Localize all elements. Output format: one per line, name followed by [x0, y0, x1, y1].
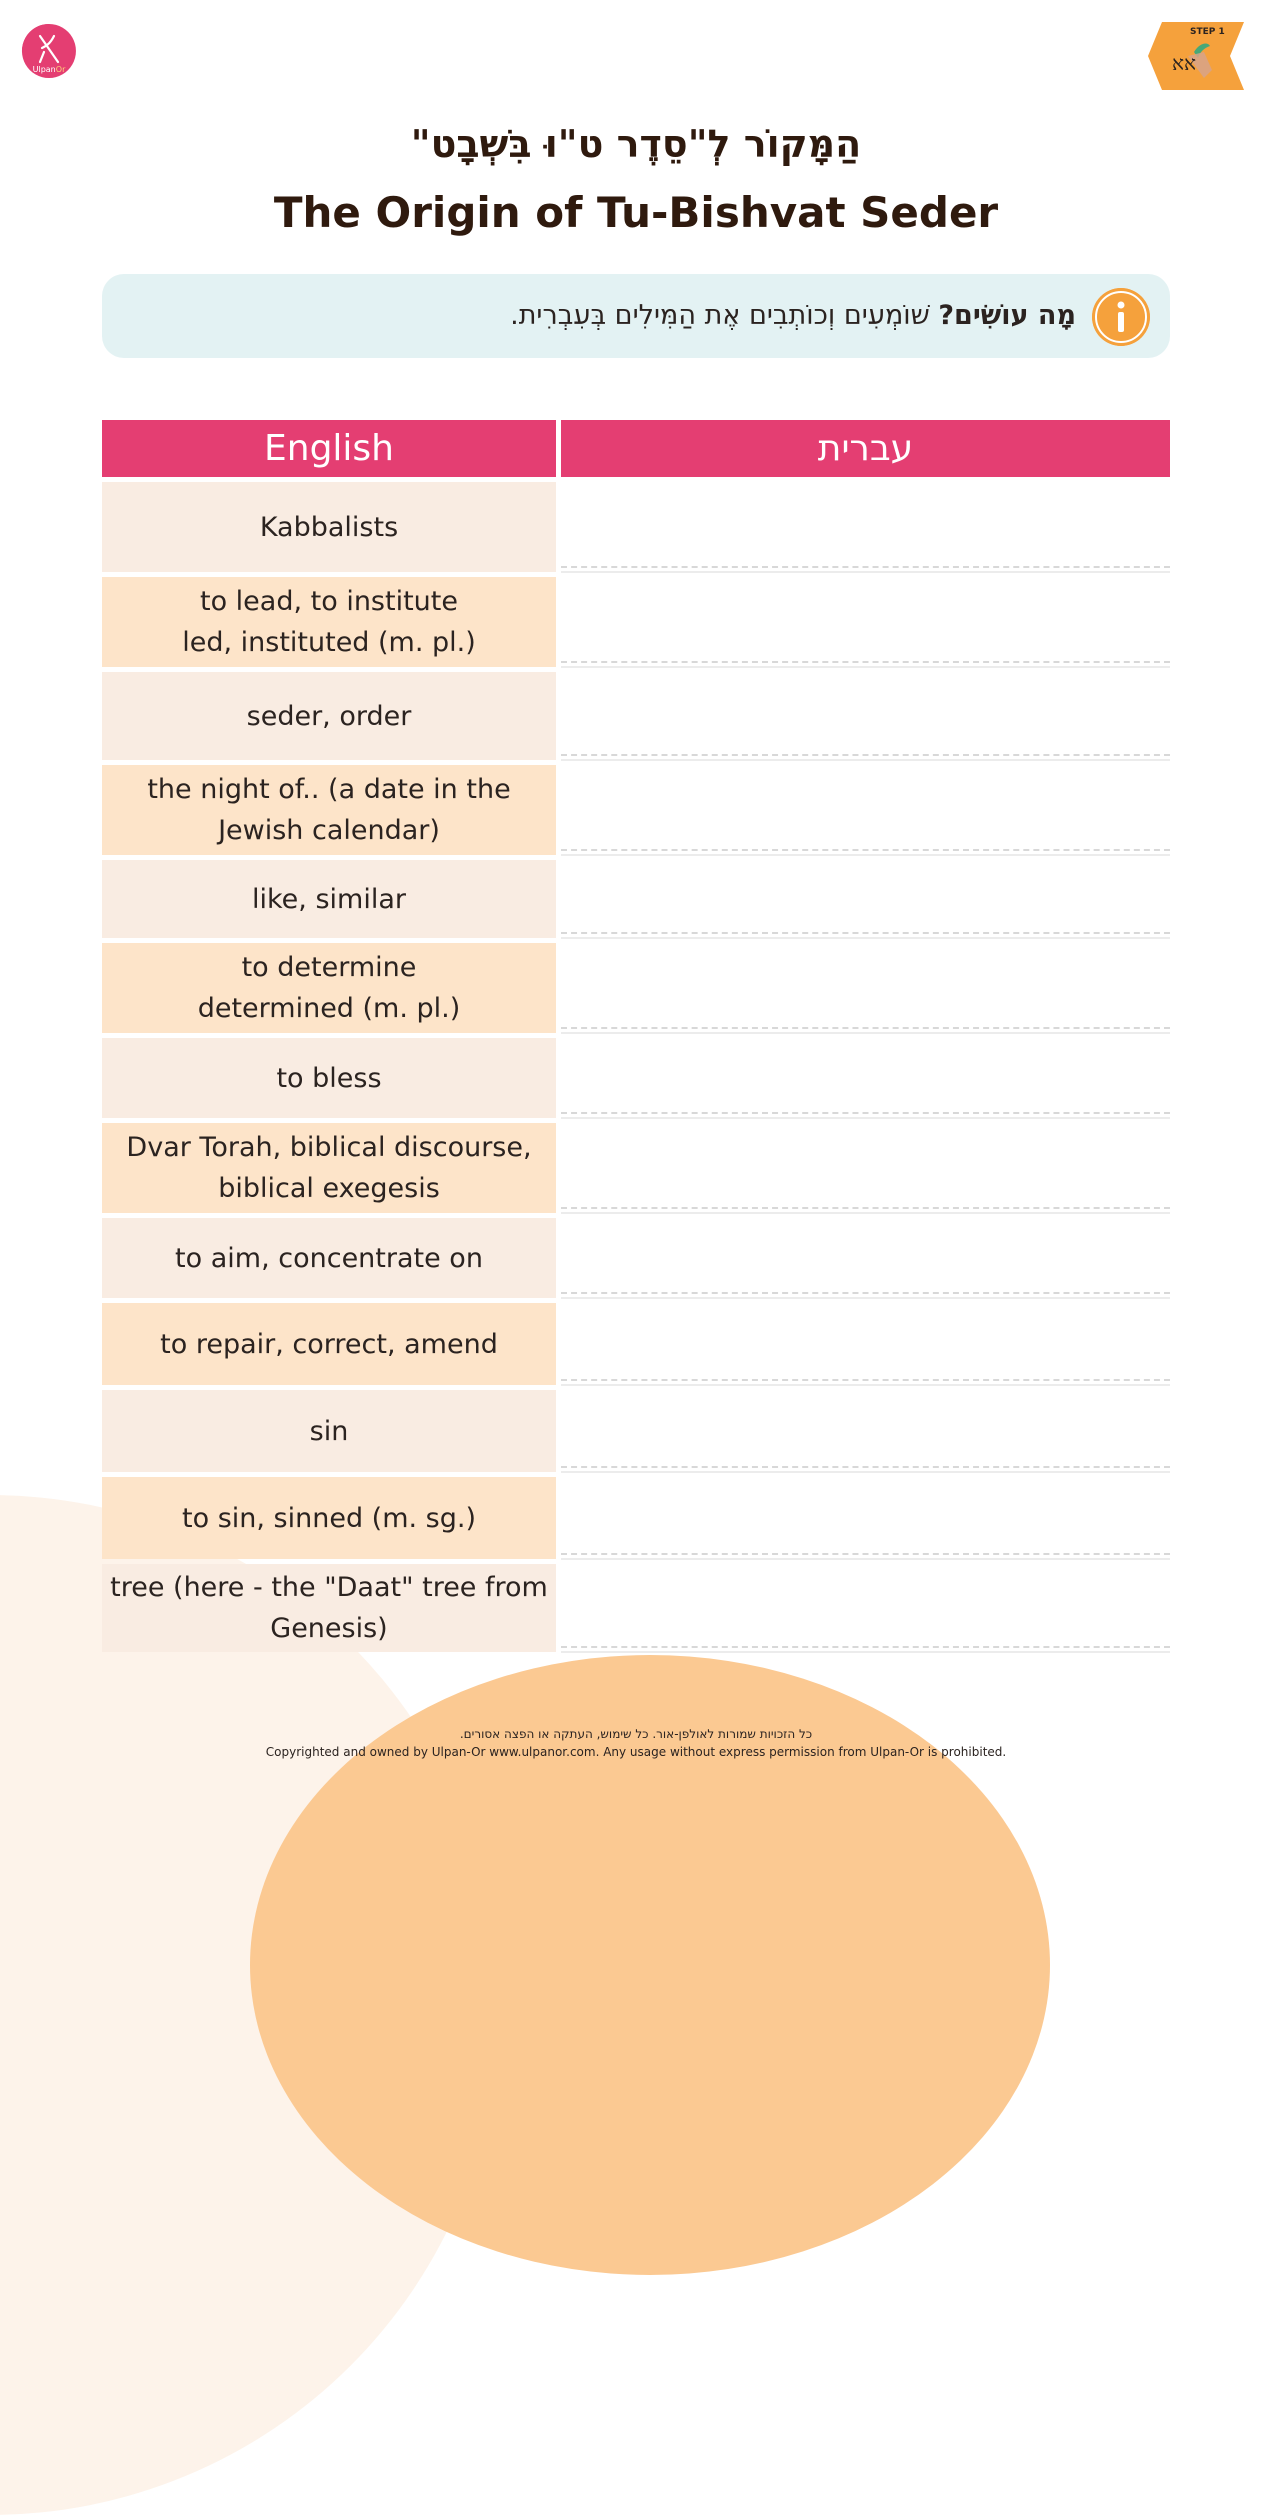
copyright-footer	[0, 1725, 1272, 1761]
ulpan-or-logo	[20, 22, 78, 80]
table-row	[102, 1477, 1170, 1559]
writing-line-dashed	[561, 1112, 1170, 1114]
hebrew-answer-field[interactable]	[561, 1218, 1170, 1298]
english-term: seder, order	[102, 672, 556, 760]
writing-line	[561, 1558, 1170, 1560]
writing-line-dashed	[561, 566, 1170, 568]
writing-line	[561, 854, 1170, 856]
step-letters: אא	[1172, 51, 1197, 75]
table-row	[102, 1038, 1170, 1118]
hebrew-answer-field[interactable]	[561, 1477, 1170, 1559]
writing-line	[561, 1651, 1170, 1653]
column-header-english: English	[102, 420, 556, 477]
english-term: Kabbalists	[102, 482, 556, 572]
english-term: to determine determined (m. pl.)	[102, 943, 556, 1033]
table-row	[102, 860, 1170, 938]
english-term: sin	[102, 1390, 556, 1472]
english-term: to repair, correct, amend	[102, 1303, 556, 1385]
copyright-english: Copyrighted and owned by Ulpan-Or www.ulpanor.com. Any usage without express permission from Ulpan-Or is prohibited.	[265, 1745, 1007, 1759]
instruction-body: שׁוֹמְעִים וְכוֹתְבִים אֶת הַמִּילִים בְּעִבְרִית.	[510, 300, 939, 331]
svg-text:UlpanOr: UlpanOr	[32, 65, 66, 74]
table-row	[102, 482, 1170, 572]
english-term: like, similar	[102, 860, 556, 938]
table-row	[102, 943, 1170, 1033]
english-term: the night of.. (a date in the Jewish calendar)	[102, 765, 556, 855]
writing-line-dashed	[561, 1646, 1170, 1648]
table-row	[102, 577, 1170, 667]
hebrew-answer-field[interactable]	[561, 672, 1170, 760]
writing-line-dashed	[561, 1553, 1170, 1555]
step-badge	[1148, 22, 1246, 90]
english-term: tree (here - the "Daat" tree from Genesis)	[102, 1564, 556, 1652]
writing-line	[561, 937, 1170, 939]
vocabulary-table	[102, 420, 1170, 1644]
table-row	[102, 1564, 1170, 1652]
writing-line	[561, 1384, 1170, 1386]
instruction-box	[102, 274, 1170, 358]
writing-line	[561, 666, 1170, 668]
hebrew-answer-field[interactable]	[561, 482, 1170, 572]
instruction-question: מָה עוֹשִׂים?	[938, 300, 1076, 331]
column-header-hebrew: עברית	[561, 420, 1170, 477]
english-term: Dvar Torah, biblical discourse, biblical exegesis	[102, 1123, 556, 1213]
table-row	[102, 672, 1170, 760]
writing-line-dashed	[561, 661, 1170, 663]
english-term: to sin, sinned (m. sg.)	[102, 1477, 556, 1559]
table-row	[102, 1390, 1170, 1472]
writing-line-dashed	[561, 1027, 1170, 1029]
writing-line	[561, 1297, 1170, 1299]
hebrew-answer-field[interactable]	[561, 1390, 1170, 1472]
writing-line-dashed	[561, 1292, 1170, 1294]
table-row	[102, 1123, 1170, 1213]
copyright-hebrew: כל הזכויות שמורות לאולפן-אור. כל שימוש, העתקה או הפצה אסורים.	[459, 1727, 813, 1741]
hebrew-answer-field[interactable]	[561, 1564, 1170, 1652]
page-title-english: The Origin of Tu-Bishvat Seder	[273, 188, 999, 237]
writing-line	[561, 1471, 1170, 1473]
hebrew-answer-field[interactable]	[561, 1038, 1170, 1118]
writing-line-dashed	[561, 754, 1170, 756]
writing-line	[561, 759, 1170, 761]
writing-line-dashed	[561, 1466, 1170, 1468]
hebrew-answer-field[interactable]	[561, 577, 1170, 667]
english-term: to aim, concentrate on	[102, 1218, 556, 1298]
instruction-text	[510, 274, 1076, 358]
step-label: STEP 1	[1190, 27, 1225, 37]
table-row	[102, 765, 1170, 855]
writing-line-dashed	[561, 849, 1170, 851]
english-term: to lead, to institute led, instituted (m. pl.)	[102, 577, 556, 667]
writing-line	[561, 1212, 1170, 1214]
table-row	[102, 1218, 1170, 1298]
hebrew-answer-field[interactable]	[561, 1123, 1170, 1213]
writing-line	[561, 571, 1170, 573]
table-row	[102, 1303, 1170, 1385]
info-icon	[1092, 288, 1150, 346]
hebrew-answer-field[interactable]	[561, 943, 1170, 1033]
page-title-hebrew: הַמָּקוֹר לְ"סֵדֶר ט"וּ בִּשְׁבָט"	[410, 122, 862, 166]
writing-line-dashed	[561, 932, 1170, 934]
writing-line	[561, 1117, 1170, 1119]
table-header	[102, 420, 1170, 477]
writing-line-dashed	[561, 1207, 1170, 1209]
hebrew-answer-field[interactable]	[561, 1303, 1170, 1385]
english-term: to bless	[102, 1038, 556, 1118]
hebrew-answer-field[interactable]	[561, 765, 1170, 855]
writing-line-dashed	[561, 1379, 1170, 1381]
hebrew-answer-field[interactable]	[561, 860, 1170, 938]
writing-line	[561, 1032, 1170, 1034]
